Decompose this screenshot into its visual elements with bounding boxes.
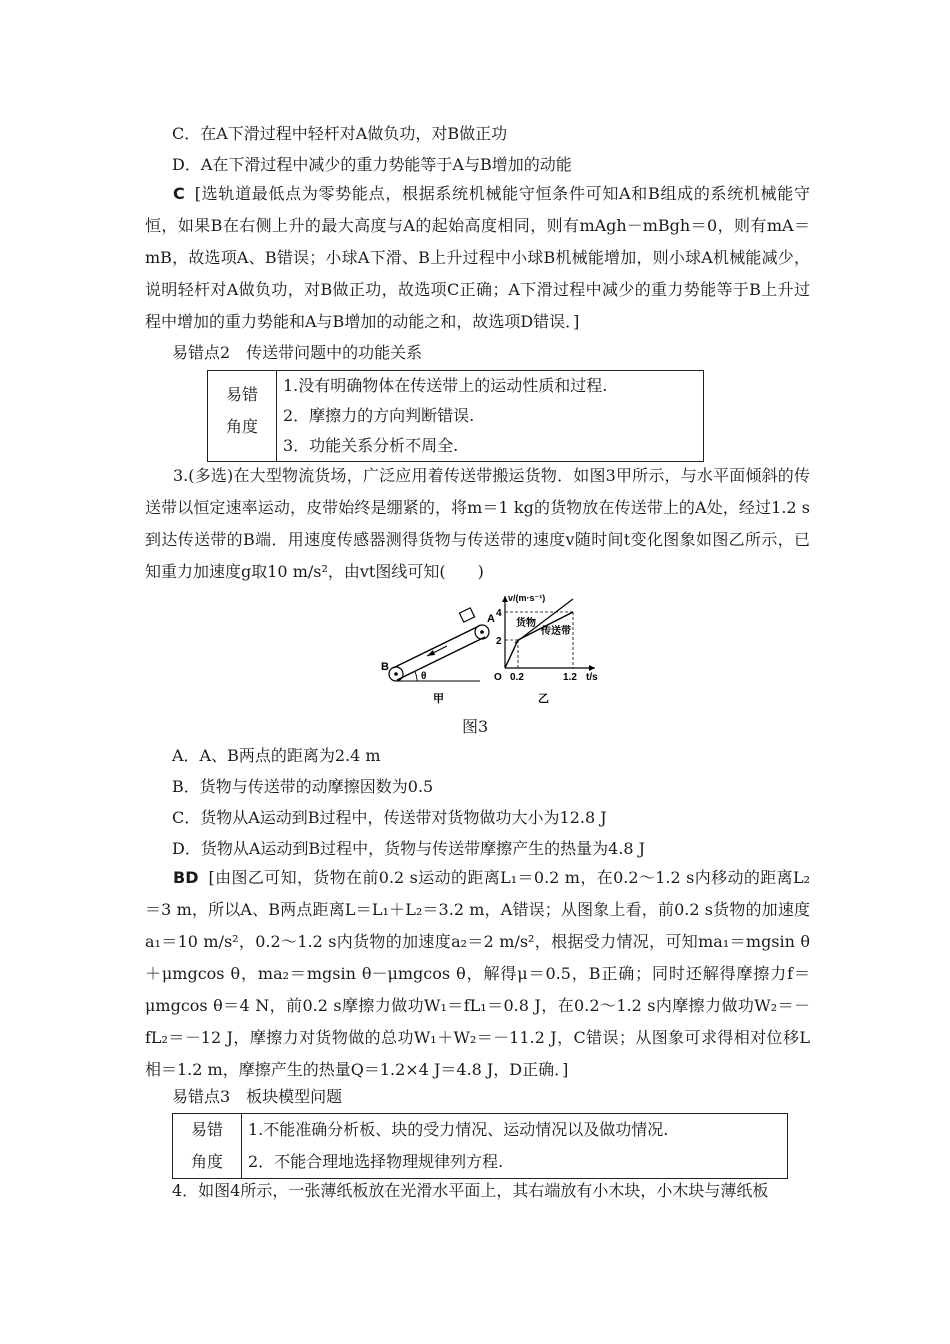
option-d: D．A在下滑过程中减少的重力势能等于A与B增加的动能 (172, 155, 572, 174)
tick-t12: 1.2 (563, 672, 577, 683)
option-c: C．在A下滑过程中轻杆对A做负功，对B做正功 (172, 124, 508, 143)
label-goods: 货物 (516, 618, 536, 629)
q3-option: C．货物从A运动到B过程中，传送带对货物做功大小为12.8 J (172, 808, 607, 827)
answer-letter: C (173, 184, 185, 203)
v-axis-label: v/(m·s⁻¹) (508, 593, 546, 603)
q3-option: B．货物与传送带的动摩擦因数为0.5 (172, 777, 434, 796)
section-heading-2: 易错点2 传送带问题中的功能关系 (172, 343, 423, 362)
table-item: 3．功能关系分析不周全. (283, 436, 459, 455)
answer-analysis-q3 (145, 862, 810, 1086)
question-3-stem: 3.(多选)在大型物流货场，广泛应用着传送带搬运货物．如图3甲所示，与水平面倾斜的传送带以恒定速率运动，皮带始终是绷紧的，将m＝1 kg的货物放在传送带上的A处，经过1.2 s到达传送带的B端．用速度传感器测得货物与传送带的速度v随时间t变化图象如图乙所示，已知重力加速度g取10 m/s²，由vt图线可知( ) (145, 466, 810, 581)
t-axis-label: t/s (586, 672, 598, 683)
table-item: 2．不能合理地选择物理规律列方程. (248, 1152, 504, 1171)
point-b-label: B (381, 661, 389, 673)
vt-graph (494, 593, 598, 705)
cargo-box (459, 608, 474, 622)
table-header-line: 易错 (225, 385, 258, 404)
table-item: 1.不能准确分析板、块的受力情况、运动情况以及做功情况. (248, 1120, 669, 1139)
table-header (173, 1114, 242, 1179)
table-items (277, 371, 704, 462)
tick-v4: 4 (496, 608, 502, 619)
analysis-text: [由图乙可知，货物在前0.2 s运动的距离L₁＝0.2 m，在0.2～1.2 s内移动的距离L₂＝3 m，所以A、B两点距离L＝L₁＋L₂＝3.2 m，A错误；从图象上看，前0.2 s货物的加速度a₁＝10 m/s²，0.2～1.2 s内货物的加速度a₂＝2 m/s²，根据受力情况，可知ma₁＝mgsin θ＋μmgcos θ，ma₂＝mgsin θ－μmgcos θ，解得μ＝0.5，B正确；同时还解得摩擦力f＝μmgcos θ＝4 N，前0.2 s摩擦力做功W₁＝fL₁＝0.8 J，在0.2～1.2 s内摩擦力做功W₂＝－fL₂＝－12 J，摩擦力对货物做的总功W₁＋W₂＝－11.2 J，C错误；从图象可求得相对位移L相＝1.2 m，摩擦产生的热量Q＝1.2×4 J＝4.8 J，D正确．] (145, 868, 810, 1079)
analysis-text: [选轨道最低点为零势能点，根据系统机械能守恒条件可知A和B组成的系统机械能守恒，如果B在右侧上升的最大高度与A的起始高度相同，则有mAgh－mBgh＝0，则有mA＝mB，故选项A、B错误；小球A下滑、B上升过程中小球B机械能增加，则小球A机械能减少，说明轻杆对A做负功，对B做正功，故选项C正确；A下滑过程中减少的重力势能等于B上升过程中增加的重力势能和A与B增加的动能之和，故选项D错误．] (145, 184, 810, 331)
question-4-stem: 4．如图4所示，一张薄纸板放在光滑水平面上，其右端放有小木块，小木块与薄纸板 (172, 1181, 769, 1200)
label-belt: 传送带 (541, 626, 571, 637)
angle-label: θ (421, 671, 427, 682)
table-item: 1.没有明确物体在传送带上的运动性质和过程. (283, 376, 608, 395)
table-items (242, 1114, 788, 1179)
tick-t02: 0.2 (510, 672, 524, 683)
table-header-line: 角度 (225, 417, 258, 436)
table-header-line: 角度 (190, 1152, 223, 1171)
belt-diagram (381, 608, 495, 705)
tick-v2: 2 (496, 636, 502, 647)
table-header-line: 易错 (190, 1120, 223, 1139)
error-table-2 (207, 370, 704, 462)
q3-option: D．货物从A运动到B过程中，货物与传送带摩擦产生的热量为4.8 J (172, 839, 646, 858)
label-jia: 甲 (433, 693, 444, 705)
figure-caption: 图3 (462, 717, 489, 736)
table-item: 2．摩擦力的方向判断错误. (283, 406, 475, 425)
label-yi: 乙 (538, 693, 549, 705)
point-a-label: A (487, 613, 495, 625)
table-header (208, 371, 277, 462)
answer-analysis-q2 (145, 178, 810, 338)
q3-option: A．A、B两点的距离为2.4 m (172, 746, 381, 765)
origin-label: O (494, 672, 502, 683)
answer-letter: BD (173, 868, 199, 887)
error-table-3 (172, 1113, 788, 1179)
section-heading-3: 易错点3 板块模型问题 (172, 1087, 343, 1106)
figure-3 (375, 588, 605, 708)
